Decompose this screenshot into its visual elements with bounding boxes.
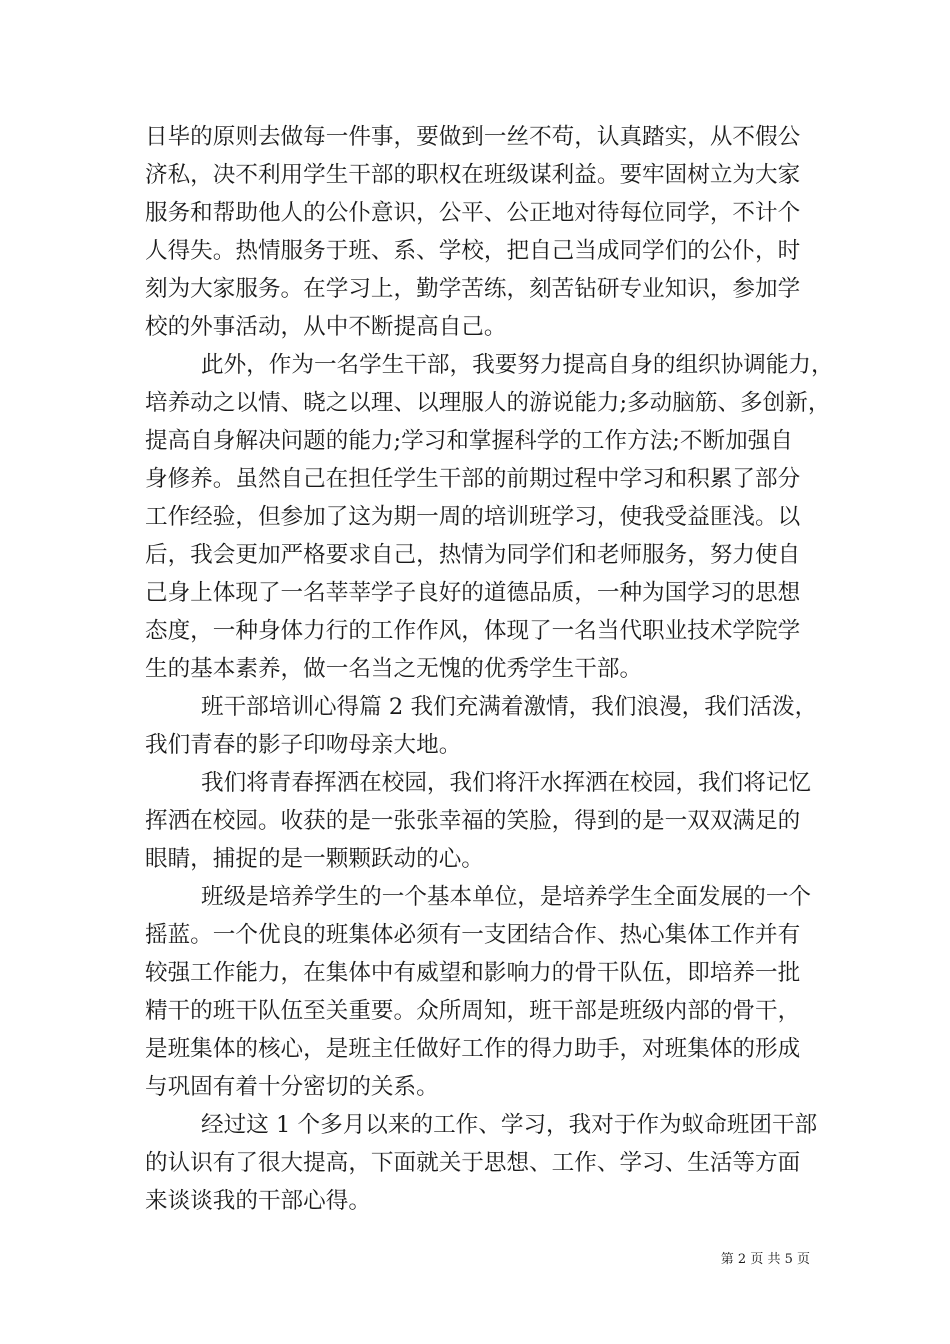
text-line: 是班集体的核心，是班主任做好工作的得力助手，对班集体的形成 xyxy=(145,1036,801,1062)
text-line: 较强工作能力，在集体中有威望和影响力的骨干队伍，即培养一批 xyxy=(145,960,801,986)
text-line: 提高自身解决问题的能力;学习和掌握科学的工作方法;不断加强自 xyxy=(145,428,793,454)
text-line: 挥洒在校园。收获的是一张张幸福的笑脸，得到的是一双双满足的 xyxy=(145,808,801,834)
text-line: 济私，决不利用学生干部的职权在班级谋利益。要牢固树立为大家 xyxy=(145,162,801,188)
text-line: 工作经验，但参加了这为期一周的培训班学习，使我受益匪浅。以 xyxy=(145,504,801,530)
text-line: 刻为大家服务。在学习上，勤学苦练，刻苦钻研专业知识，参加学 xyxy=(145,276,801,302)
paragraph-first-line: 经过这 1 个多月以来的工作、学习，我对于作为蚁命班团干部 xyxy=(201,1112,818,1138)
text-line: 态度，一种身体力行的工作作风，体现了一名当代职业技术学院学 xyxy=(145,618,801,644)
text-line: 后，我会更加严格要求自己，热情为同学们和老师服务，努力使自 xyxy=(145,542,801,568)
text-line: 校的外事活动，从中不断提高自己。 xyxy=(145,314,507,340)
text-line: 服务和帮助他人的公仆意识，公平、公正地对待每位同学，不计个 xyxy=(145,200,801,226)
paragraph-first-line: 班级是培养学生的一个基本单位，是培养学生全面发展的一个 xyxy=(201,884,812,910)
text-line: 与巩固有着十分密切的关系。 xyxy=(145,1074,439,1100)
text-line: 摇蓝。一个优良的班集体必须有一支团结合作、热心集体工作并有 xyxy=(145,922,801,948)
paragraph-first-line: 班干部培训心得篇 2 我们充满着激情，我们浪漫，我们活泼， xyxy=(201,694,818,720)
text-line: 日毕的原则去做每一件事，要做到一丝不苟，认真踏实，从不假公 xyxy=(145,124,801,150)
text-line: 我们青春的影子印吻母亲大地。 xyxy=(145,732,462,758)
text-line: 生的基本素养，做一名当之无愧的优秀学生干部。 xyxy=(145,656,643,682)
page-number-footer: 第 2 页 共 5 页 xyxy=(720,1252,810,1267)
text-line: 身修养。虽然自己在担任学生干部的前期过程中学习和积累了部分 xyxy=(145,466,801,492)
text-line: 来谈谈我的干部心得。 xyxy=(145,1188,371,1214)
text-line: 的认识有了很大提高，下面就关于思想、工作、学习、生活等方面 xyxy=(145,1150,801,1176)
paragraph-first-line: 我们将青春挥洒在校园，我们将汗水挥洒在校园，我们将记忆 xyxy=(201,770,812,796)
text-line: 眼睛，捕捉的是一颗颗跃动的心。 xyxy=(145,846,484,872)
paragraph-first-line: 此外，作为一名学生干部，我要努力提高自身的组织协调能力， xyxy=(201,352,834,378)
text-line: 培养动之以情、晓之以理、以理服人的游说能力;多动脑筋、多创新， xyxy=(145,390,831,416)
text-line: 人得失。热情服务于班、系、学校，把自己当成同学们的公仆，时 xyxy=(145,238,801,264)
text-line: 己身上体现了一名莘莘学子良好的道德品质，一种为国学习的思想 xyxy=(145,580,801,606)
document-body xyxy=(145,118,834,1220)
text-line: 精干的班干队伍至关重要。众所周知，班干部是班级内部的骨干， xyxy=(145,998,801,1024)
